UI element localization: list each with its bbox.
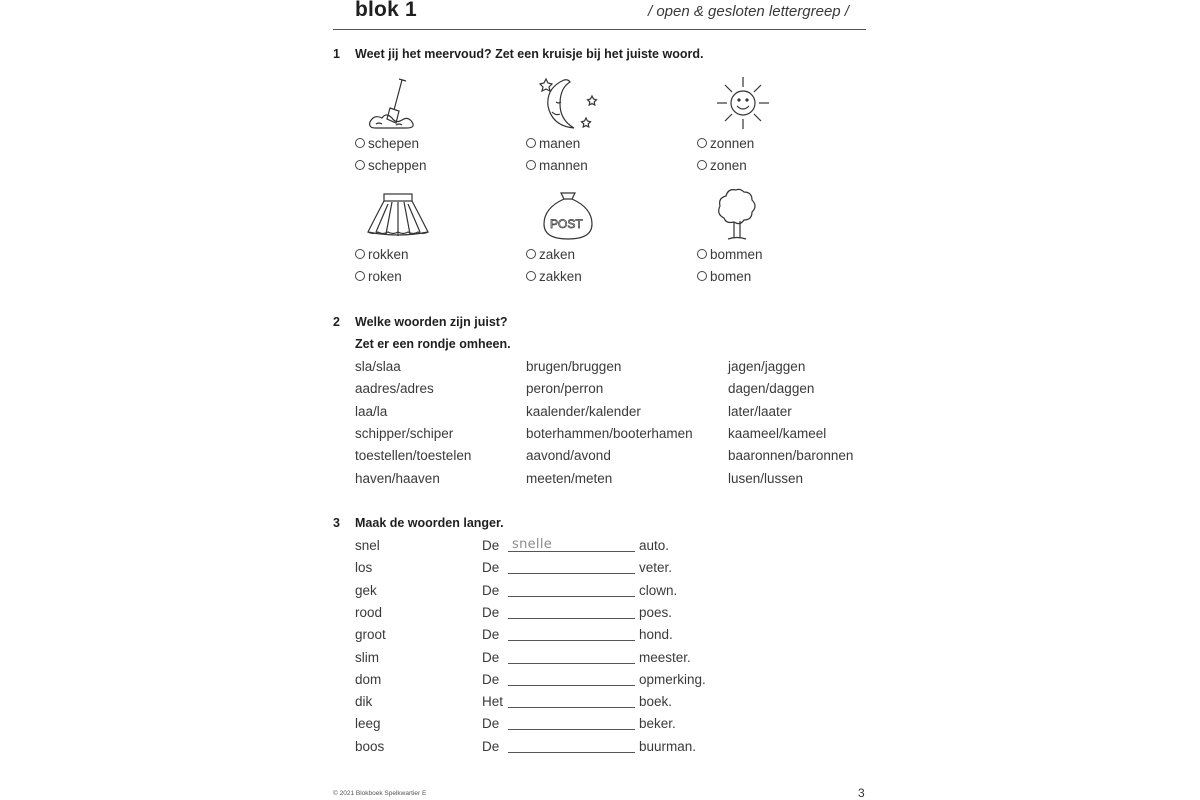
exercise-2-instruction: Welke woorden zijn juist?: [355, 315, 508, 329]
adjective-word: slim: [355, 649, 379, 665]
article-word: De: [482, 538, 500, 553]
exercise-1-instruction: Weet jij het meervoud? Zet een kruisje bij het juiste woord.: [355, 47, 704, 61]
example-answer: snelle: [512, 537, 553, 552]
post-bag-icon: [540, 190, 596, 242]
adjective-word: los: [355, 560, 373, 576]
answer-blank-line[interactable]: [508, 707, 635, 708]
adjective-word: gek: [355, 582, 377, 598]
article-word: De: [482, 582, 500, 598]
exercise-3-instruction: Maak de woorden langer.: [355, 516, 504, 530]
word-pair-option[interactable]: laa/la: [355, 403, 388, 419]
article-word: De: [482, 738, 500, 754]
sun-icon: [714, 74, 772, 132]
shovel-icon: [366, 76, 422, 132]
adjective-word: dik: [355, 694, 373, 710]
exercise-1-number: 1: [333, 47, 340, 61]
word-pair-option[interactable]: sla/slaa: [355, 359, 401, 374]
word-pair-option[interactable]: haven/haaven: [355, 470, 440, 486]
noun-ending: buurman.: [639, 738, 697, 754]
word-pair-option[interactable]: brugen/bruggen: [526, 359, 622, 374]
option-zonen[interactable]: zonen: [697, 158, 747, 173]
article-word: De: [482, 649, 500, 665]
radio-circle-icon[interactable]: [355, 249, 365, 259]
word-pair-option[interactable]: boterhammen/booterhamen: [526, 425, 693, 441]
word-pair-option[interactable]: baaronnen/baronnen: [728, 448, 854, 464]
word-pair-option[interactable]: peron/perron: [526, 381, 604, 397]
adjective-word: leeg: [355, 716, 381, 732]
footer-copyright: © 2021 Blokboek Spelkwartier E: [333, 790, 427, 797]
option-scheppen[interactable]: scheppen: [355, 158, 427, 173]
noun-ending: opmerking.: [639, 671, 706, 687]
noun-ending: poes.: [639, 604, 673, 620]
radio-circle-icon[interactable]: [355, 138, 365, 148]
word-pair-option[interactable]: toestellen/toestelen: [355, 448, 472, 464]
answer-blank-line[interactable]: [508, 729, 635, 730]
option-bommen[interactable]: bommen: [697, 247, 763, 262]
adjective-word: rood: [355, 604, 383, 620]
noun-ending: auto.: [639, 538, 670, 553]
radio-circle-icon[interactable]: [526, 160, 536, 170]
radio-circle-icon[interactable]: [697, 271, 707, 281]
word-pair-option[interactable]: jagen/jaggen: [728, 359, 806, 374]
exercise-3-number: 3: [333, 516, 340, 530]
post-label: POST: [550, 217, 583, 231]
moon-icon: [538, 74, 602, 134]
option-bomen[interactable]: bomen: [697, 269, 751, 284]
adjective-word: snel: [355, 538, 380, 553]
answer-blank-line[interactable]: [508, 685, 635, 686]
word-pair-option[interactable]: schipper/schiper: [355, 425, 454, 441]
radio-circle-icon[interactable]: [355, 160, 365, 170]
article-word: De: [482, 716, 500, 732]
adjective-word: dom: [355, 671, 382, 687]
noun-ending: clown.: [639, 582, 678, 598]
page-subtitle: / open & gesloten lettergreep /: [648, 3, 849, 20]
radio-circle-icon[interactable]: [697, 249, 707, 259]
word-pair-option[interactable]: aavond/avond: [526, 448, 611, 464]
header-divider: [333, 29, 866, 30]
exercise-2-number: 2: [333, 315, 340, 329]
article-word: De: [482, 627, 500, 643]
radio-circle-icon[interactable]: [697, 160, 707, 170]
page-number: 3: [858, 786, 865, 800]
word-pair-option[interactable]: aadres/adres: [355, 381, 434, 397]
option-rokken[interactable]: rokken: [355, 247, 409, 262]
noun-ending: beker.: [639, 716, 676, 732]
radio-circle-icon[interactable]: [697, 138, 707, 148]
option-manen[interactable]: manen: [526, 136, 580, 151]
radio-circle-icon[interactable]: [526, 271, 536, 281]
answer-blank-line[interactable]: [508, 573, 635, 574]
answer-blank-line[interactable]: [508, 618, 635, 619]
word-pair-option[interactable]: kaameel/kameel: [728, 425, 827, 441]
answer-blank-line[interactable]: [508, 663, 635, 664]
article-word: Het: [482, 694, 504, 710]
option-zaken[interactable]: zaken: [526, 247, 575, 262]
noun-ending: meester.: [639, 649, 691, 665]
word-pair-option[interactable]: dagen/daggen: [728, 381, 815, 397]
article-word: De: [482, 671, 500, 687]
page-title: blok 1: [355, 0, 417, 21]
article-word: De: [482, 604, 500, 620]
word-pair-option[interactable]: later/laater: [728, 403, 792, 419]
radio-circle-icon[interactable]: [526, 249, 536, 259]
tree-icon: [714, 186, 760, 242]
word-pair-option[interactable]: meeten/meten: [526, 470, 613, 486]
option-mannen[interactable]: mannen: [526, 158, 588, 173]
option-roken[interactable]: roken: [355, 269, 402, 284]
article-word: De: [482, 560, 500, 576]
exercise-2-instruction-2: Zet er een rondje omheen.: [355, 337, 511, 351]
adjective-word: groot: [355, 627, 386, 643]
noun-ending: boek.: [639, 694, 673, 710]
option-zakken[interactable]: zakken: [526, 269, 582, 284]
word-pair-option[interactable]: lusen/lussen: [728, 470, 804, 486]
adjective-word: boos: [355, 738, 385, 754]
radio-circle-icon[interactable]: [355, 271, 365, 281]
option-schepen[interactable]: schepen: [355, 136, 419, 151]
noun-ending: hond.: [639, 627, 673, 643]
skirt-icon: [364, 190, 432, 240]
word-pair-option[interactable]: kaalender/kalender: [526, 403, 641, 419]
option-zonnen[interactable]: zonnen: [697, 136, 754, 151]
answer-blank-line[interactable]: [508, 752, 635, 753]
answer-blank-line[interactable]: [508, 640, 635, 641]
noun-ending: veter.: [639, 560, 673, 576]
answer-blank-line[interactable]: [508, 596, 635, 597]
radio-circle-icon[interactable]: [526, 138, 536, 148]
